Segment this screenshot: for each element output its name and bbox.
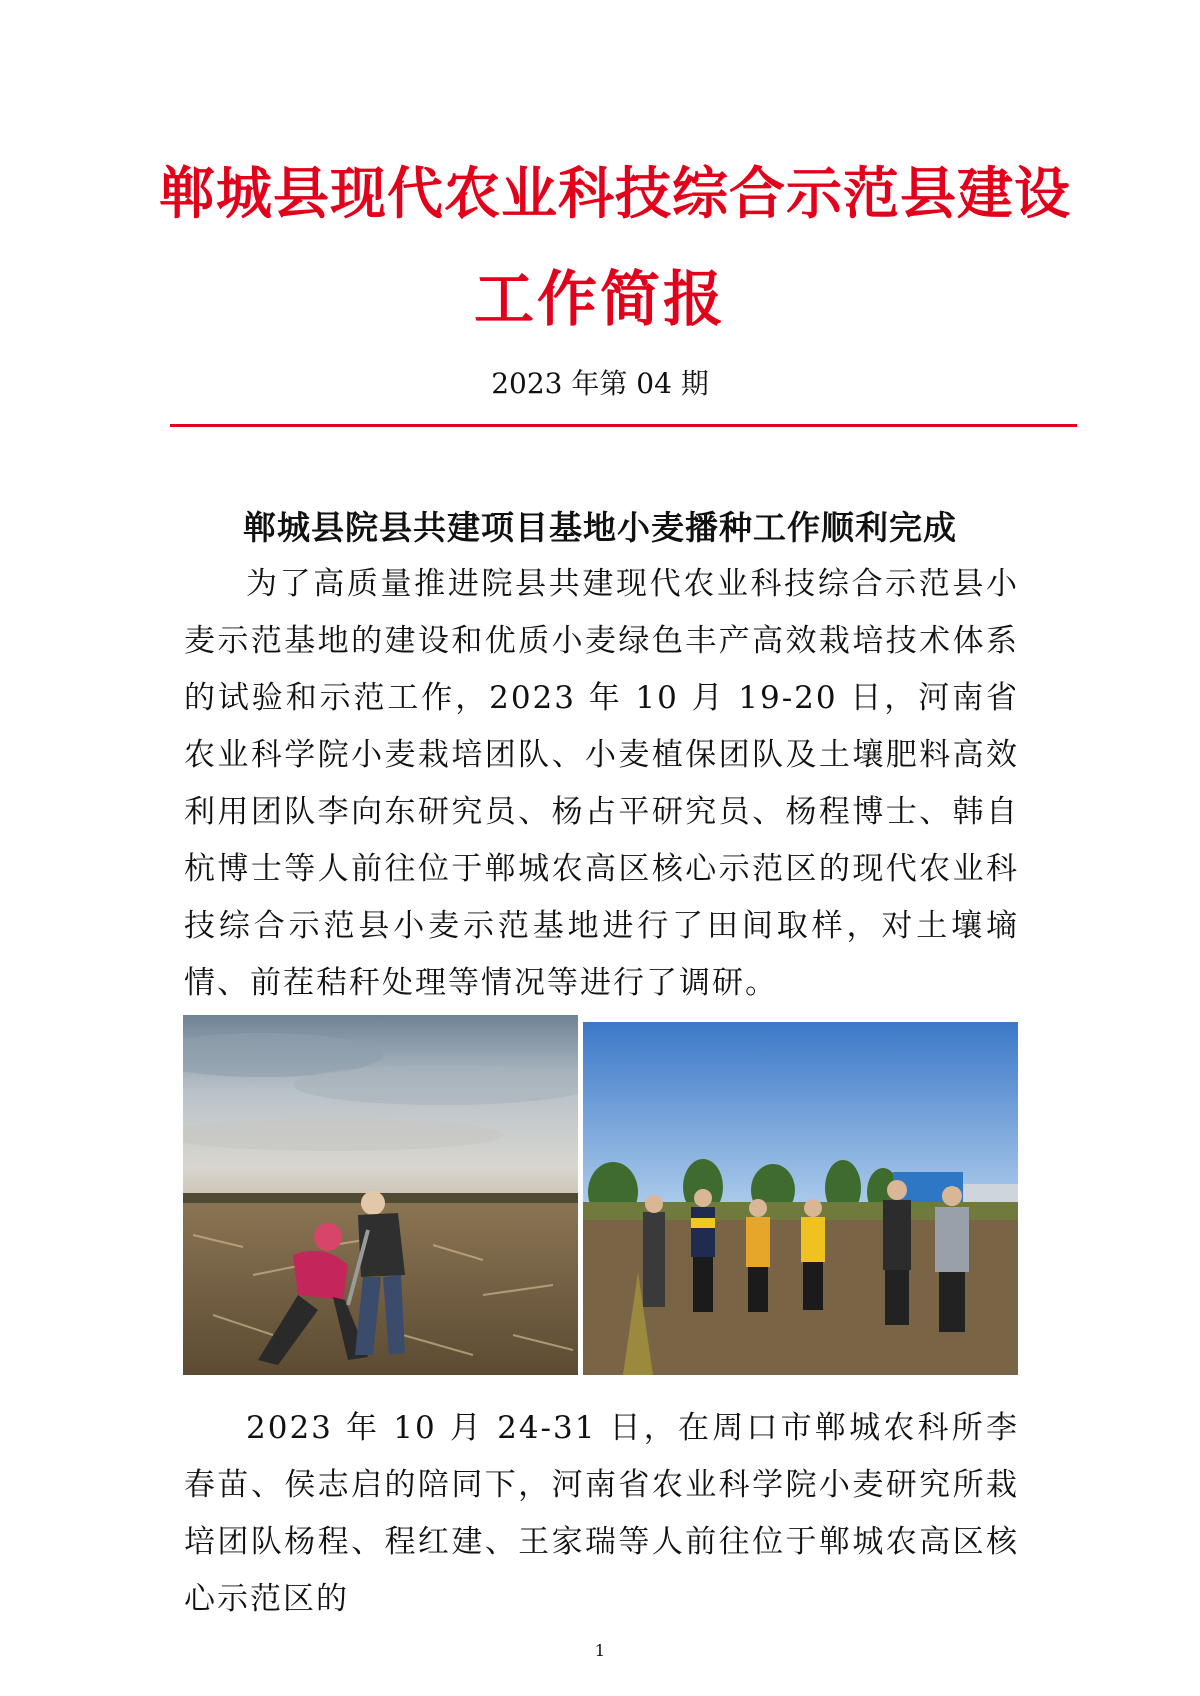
page-number: 1 [594, 1641, 606, 1660]
article-paragraph-2: 2023 年 10 月 24-31 日，在周口市郸城农科所李春苗、侯志启的陪同下，河南省农业科学院小麦研究所栽培团队杨程、程红建、王家瑞等人前往位于郸城农高区核心示范区的 [184, 1410, 1019, 1617]
article-paragraph-1: 为了高质量推进院县共建现代农业科技综合示范县小麦示范基地的建设和优质小麦绿色丰产高效栽培技术体系的试验和示范工作，2023 年 10 月 19-20 日，河南省农业科学院小麦栽培团队、小麦植保团队及土壤肥料高效利用团队李向东研究员、杨占平研究员、杨程博士、韩自杭博士等人前往位于郸城农高区核心示范区的现代农业科技综合示范县小麦示范基地进行了田间取样，对土壤墒情、前茬秸秆处理等情况等进行了调研。 [184, 566, 1019, 1001]
bulletin-title-line2: 工作简报 [474, 265, 726, 335]
header-divider [170, 424, 1077, 427]
issue-number: 2023 年第 04 期 [491, 367, 709, 400]
photo-field-survey-group [583, 1022, 1018, 1375]
article-title: 郸城县院县共建项目基地小麦播种工作顺利完成 [243, 508, 957, 547]
bulletin-title-line1: 郸城县现代农业科技综合示范县建设 [159, 161, 1071, 227]
photo-field-sampling [183, 1015, 578, 1375]
